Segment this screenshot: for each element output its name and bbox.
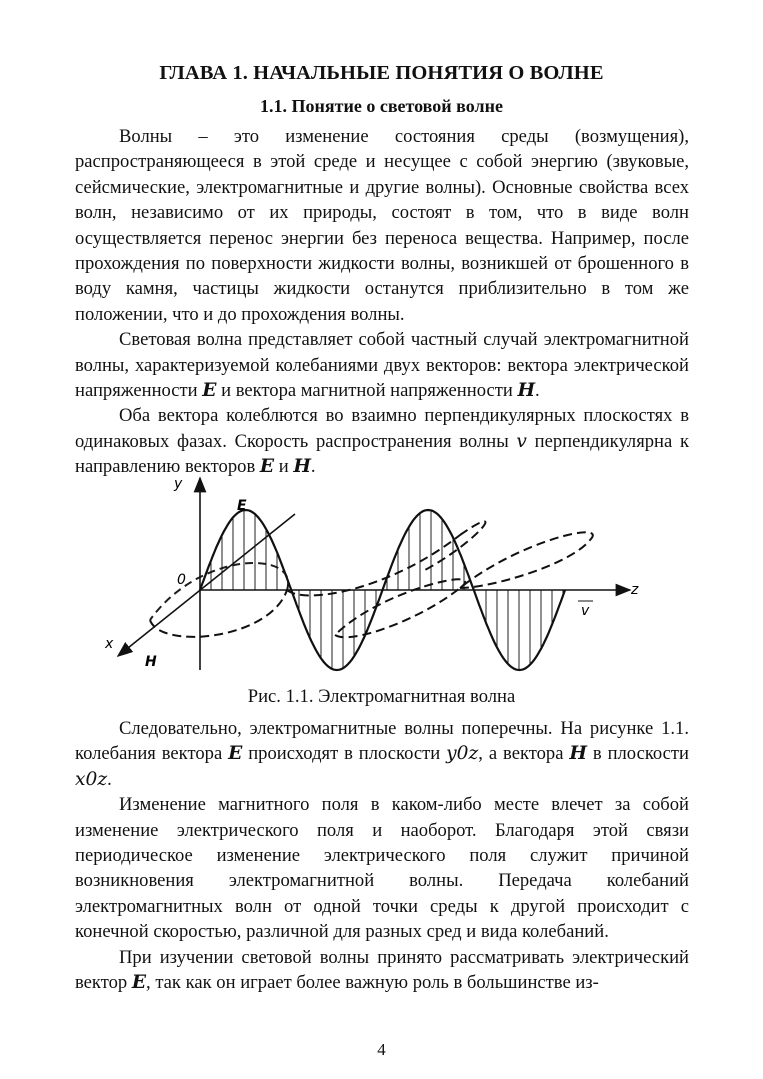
vector-h: H [569, 743, 587, 765]
figure-caption: Рис. 1.1. Электромагнитная волна [247, 686, 516, 707]
text-run: Световая волна представляет собой частный случай электромагнитной волны, характеризуемой колебаниями двух векторов: вектора электрической напряженности [75, 329, 689, 402]
label-e: E [237, 498, 247, 514]
text-run: в плоскости [586, 743, 689, 765]
vector-e: E [202, 380, 217, 402]
figure-em-wave [90, 470, 670, 685]
text-run: . [107, 768, 112, 790]
paragraph-transverse [75, 716, 689, 792]
text-run: При изучении световой волны принято рассматривать электрический вектор [75, 946, 689, 994]
vector-e: E [259, 456, 275, 478]
em-wave-diagram [90, 470, 670, 685]
text-run: и [274, 456, 294, 478]
text-run: происходят в плоскости [242, 743, 447, 765]
vector-h: H [293, 456, 311, 478]
paragraph-vectors [75, 403, 689, 479]
paragraph-electric-vector [75, 945, 689, 996]
plane-xoz: x0z [75, 768, 108, 790]
x-axis [118, 514, 295, 656]
vector-h: H [517, 380, 536, 402]
text-run: перпендикулярна к направлению векторов [75, 430, 689, 478]
paragraph-light-wave [75, 327, 689, 403]
text-run: , а вектора [478, 743, 570, 765]
vector-e: E [131, 972, 147, 994]
plane-yoz: y0z [446, 743, 479, 765]
text-run: . [535, 380, 540, 402]
vector-e: E [228, 743, 243, 765]
label-h: H [145, 654, 157, 670]
text-run: Оба вектора колеблются во взаимно перпендикулярных плоскостях в одинаковых фазах. Скорость распространения волны [75, 405, 689, 452]
label-x: x [105, 636, 114, 652]
label-v: v [581, 603, 590, 619]
velocity-v: v [516, 430, 527, 452]
page-number: 4 [377, 1040, 386, 1059]
text-block-top [75, 124, 689, 480]
text-run: . [310, 456, 316, 478]
label-origin: 0 [177, 572, 186, 588]
text-block-bottom [75, 716, 689, 995]
label-z: z [631, 582, 639, 598]
text-run: , так как он играет более важную роль в большинстве из- [146, 972, 599, 994]
text-run: и вектора магнитной напряженности [216, 380, 518, 402]
chapter-title: ГЛАВА 1. НАЧАЛЬНЫЕ ПОНЯТИЯ О ВОЛНЕ [159, 62, 604, 84]
section-title: 1.1. Понятие о световой волне [260, 96, 503, 116]
label-y: y [174, 476, 183, 492]
paragraph-field-change: Изменение магнитного поля в каком-либо месте влечет за собой изменение электрического поля и наоборот. Благодаря этой связи периодическое изменение электрического поля служит причиной возникновения электромагнитной волны. Передача колебаний электромагнитных волн от одной точки среды к другой происходит с конечной скоростью, различной для разных сред и вида колебаний. [75, 794, 689, 943]
text-run: Следовательно, электромагнитные волны поперечны. На рисунке 1.1. колебания вектора [75, 718, 689, 765]
paragraph-waves: Волны – это изменение состояния среды (возмущения), распространяющееся в этой среде и несущее с собой энергию (звуковые, сейсмические, электромагнитные и другие волны). Основные свойства всех волн, независимо от их природы, состоят в том, что в виде волн осуществляется перенос энергии без переноса вещества. Например, после прохождения по поверхности жидкости волны, возникшей от брошенного в воду камня, частицы жидкости останутся приблизительно в том же положении, что и до прохождения волны. [75, 126, 689, 325]
